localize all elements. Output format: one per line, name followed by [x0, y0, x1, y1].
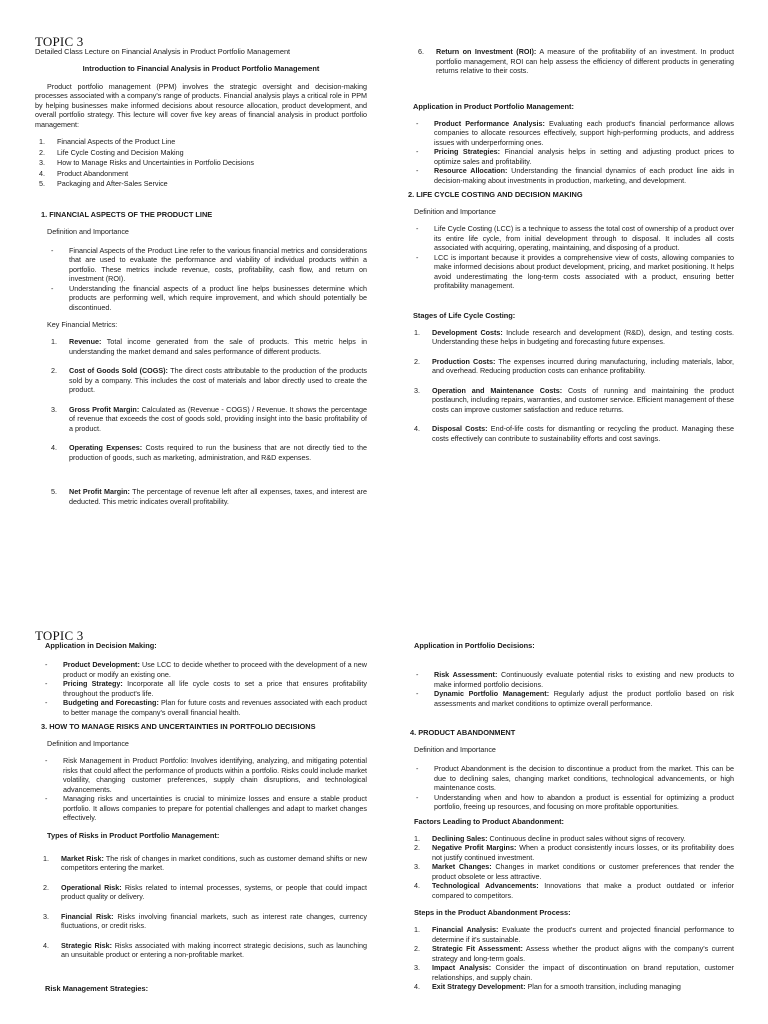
stages-label: Stages of Life Cycle Costing: — [413, 310, 516, 320]
list-item: 1. Declining Sales: Continuous decline in product sales without signs of recovery. — [414, 833, 686, 843]
portfolio-decisions-list — [410, 670, 734, 708]
list-item: 4. Strategic Risk: Risks associated with making incorrect strategic decisions, such as launching an unsuitable product or entering a non-profitable market. — [43, 940, 367, 959]
list-item: - Pricing Strategy: Incorporate all life cycle costs to set a price that ensures profitability throughout the product's life. — [45, 679, 367, 698]
list-item: 4. Disposal Costs: End-of-life costs for dismantling or recycling the product. Managing these costs effectively can contribute to sustainability efforts and cost savings. — [414, 424, 734, 443]
section-4-def-list — [410, 764, 734, 812]
section-3-heading: 3. HOW TO MANAGE RISKS AND UNCERTAINTIES IN PORTFOLIO DECISIONS — [41, 722, 316, 731]
list-item: - Product Development: Use LCC to decide whether to proceed with the development of a new product or modify an existing one. — [45, 660, 367, 679]
list-item: - Life Cycle Costing (LCC) is a technique to assess the total cost of ownership of a product over its entire life cycle, from initial development through to disposal. It includes all costs associated with acquiring, operating, maintaining, and disposing of a product. — [416, 224, 734, 252]
factors-list — [410, 834, 734, 901]
list-item: - Understanding when and how to abandon a product is essential for optimizing a product portfolio, freeing up resources, and focusing on more profitable opportunities. — [416, 792, 734, 811]
risk-types-list — [39, 854, 367, 960]
list-item: 3. Market Changes: Changes in market conditions or customer preferences that render the product obsolete or less attractive. — [414, 862, 734, 881]
list-item: - Risk Management in Product Portfolio: Involves identifying, analyzing, and mitigating potential risks that could affect the performance of products within a portfolio. Risks could include market volatility, changing customer preferences, supply chain disruptions, and technological advancements. — [45, 756, 367, 794]
page2-right-column — [410, 641, 735, 992]
list-item: 1. Market Risk: The risk of changes in market conditions, such as customer demand shifts or new competitors entering the market. — [43, 853, 367, 872]
list-item: 4. Exit Strategy Development: Plan for a smooth transition, including managing — [414, 982, 681, 991]
list-item: 3. Financial Risk: Risks involving financial markets, such as interest rate changes, currency fluctuations, or credit risks. — [43, 911, 367, 930]
list-item: 1. Revenue: Total income generated from the sale of products. This metric helps in understanding the market demand and sales performance of different products. — [51, 337, 367, 356]
section-2-heading: 2. LIFE CYCLE COSTING AND DECISION MAKING — [408, 190, 583, 199]
list-item: 5. Packaging and After-Sales Service — [39, 179, 168, 188]
list-item: 6. Return on Investment (ROI): A measure of the profitability of an investment. In product portfolio management, ROI can help assess the efficiency of different products in generating returns relative to their costs. — [418, 47, 734, 75]
list-item: - Managing risks and uncertainties is crucial to minimize losses and ensure a stable product portfolio. It allows companies to prepare for potential challenges and adapt to market changes effectively. — [45, 794, 367, 822]
portfolio-decisions-label: Application in Portfolio Decisions: — [414, 641, 535, 650]
list-item: - Budgeting and Forecasting: Plan for future costs and revenues associated with each product to better manage the company's overall financial health. — [45, 698, 367, 717]
list-item: 1. Development Costs: Include research and development (R&D), design, and testing costs. Understanding these helps in budgeting and forecasting future expenses. — [414, 327, 734, 346]
list-item: - Understanding the financial aspects of a product line helps businesses determine which products are performing well, which require improvement, and which should potentially be discontinued. — [51, 283, 367, 312]
key-areas-list — [35, 137, 367, 190]
list-item: 2. Life Cycle Costing and Decision Making — [39, 147, 184, 157]
list-item: 3. Impact Analysis: Consider the impact of discontinuation on brand reputation, customer relationships, and supply chain. — [414, 963, 734, 982]
list-item: 2. Operational Risk: Risks related to internal processes, systems, or people that could impact product quality or delivery. — [43, 882, 367, 901]
list-item: 1. Financial Analysis: Evaluate the product's current and projected financial performance to determine if it's sustainable. — [414, 925, 734, 944]
list-item: 2. Production Costs: The expenses incurred during manufacturing, including materials, labor, and overhead. Reducing production costs can enhance profitability. — [414, 356, 734, 375]
intro-paragraph: Product portfolio management (PPM) involves the strategic oversight and decision-making processes associated with a company's range of products. Financial analysis plays a critical role in PPM by helping businesses make informed decisions about resource allocation, product development, and overall portfolio strategy. This lecture will cover five key areas of financial analysis in product portfolio management: — [35, 81, 367, 129]
application-list — [408, 119, 734, 186]
section-1-def-label: Definition and Importance — [47, 226, 129, 236]
section-1-def-list — [35, 246, 367, 313]
document-page-2 — [0, 616, 768, 1024]
section-2-def-label: Definition and Importance — [414, 207, 496, 216]
section-3-def-list — [39, 756, 367, 823]
lecture-subtitle: Detailed Class Lecture on Financial Analysis in Product Portfolio Management — [35, 47, 291, 56]
list-item: 2. Cost of Goods Sold (COGS): The direct costs attributable to the production of the products sold by a company. This includes the cost of materials and labor directly used to create the product. — [51, 366, 368, 394]
list-item: 3. How to Manage Risks and Uncertainties in Portfolio Decisions — [39, 158, 254, 167]
list-item: 4. Technological Advancements: Innovations that make a product outdated or inferior compared to competitors. — [414, 881, 734, 900]
key-metrics-list — [35, 337, 367, 506]
list-item: 3. Operation and Maintenance Costs: Costs of running and maintaining the product postlaunch, including repairs, warranties, and customer service. Efficient management of these costs can improve customer satisfaction and reduce returns. — [414, 385, 734, 414]
list-item: - Resource Allocation: Understanding the financial dynamics of each product line aids in decision-making about investments in production, marketing, and development. — [416, 166, 734, 185]
list-item: - Dynamic Portfolio Management: Regularly adjust the product portfolio based on risk assessments and market conditions to optimize overall performance. — [416, 689, 735, 708]
list-item: 3. Gross Profit Margin: Calculated as (Revenue - COGS) / Revenue. It shows the percentage of revenue that exceeds the cost of goods sold, providing insight into the basic profitability of a product. — [51, 404, 367, 433]
page-gap — [0, 600, 768, 616]
steps-label: Steps in the Product Abandonment Process: — [414, 908, 571, 917]
factors-label: Factors Leading to Product Abandonment: — [414, 816, 565, 826]
list-item: - LCC is important because it provides a comprehensive view of costs, allowing companies to make informed decisions about product development, pricing, and market positioning. It helps avoid underestimating the long-term costs associated with a product, ensuring better profitability management. — [416, 252, 734, 290]
list-item: 1. Financial Aspects of the Product Line — [39, 137, 176, 146]
roi-list — [408, 47, 734, 76]
intro-title: Introduction to Financial Analysis in Product Portfolio Management — [82, 64, 320, 73]
page2-left-column — [41, 641, 367, 993]
application-label: Application in Product Portfolio Management: — [413, 101, 574, 111]
list-item: 2. Negative Profit Margins: When a product consistently incurs losses, or its profitability does not justify continued investment. — [414, 843, 734, 862]
section-4-heading: 4. PRODUCT ABANDONMENT — [410, 728, 516, 737]
topic-header: TOPIC 3 — [35, 628, 84, 643]
section-1-heading: 1. FINANCIAL ASPECTS OF THE PRODUCT LINE — [41, 209, 213, 219]
list-item: - Pricing Strategies: Financial analysis helps in setting and adjusting product prices to optimize sales and profitability. — [416, 147, 734, 166]
list-item: 4. Operating Expenses: Costs required to run the business that are not directly tied to the production of goods, such as marketing, administration, and R&D expenses. — [51, 443, 367, 462]
list-item: 5. Net Profit Margin: The percentage of revenue left after all expenses, taxes, and interest are deducted. This metric indicates overall profitability. — [51, 487, 367, 506]
list-item: - Financial Aspects of the Product Line refer to the various financial metrics and considerations that are used to evaluate the performance and viability of individual products within a portfolio. These metrics include revenue, costs, profitability, cash flow, and return on investment (ROI). — [51, 245, 367, 283]
list-item: 4. Product Abandonment — [39, 168, 129, 178]
decision-making-list — [39, 660, 367, 717]
key-metrics-label: Key Financial Metrics: — [47, 320, 118, 329]
topic-header: TOPIC 3 — [35, 34, 84, 49]
list-item: - Product Performance Analysis: Evaluating each product's financial performance allows companies to allocate resources effectively, support high-performing products, and address issues with underperforming ones. — [416, 118, 735, 147]
decision-making-label: Application in Decision Making: — [45, 641, 157, 650]
stages-list — [408, 328, 734, 444]
list-item: - Product Abandonment is the decision to discontinue a product from the market. This can be due to declining sales, changing market conditions, technological advancements, or high maintenance costs. — [416, 764, 734, 792]
section-2-def-list — [408, 224, 734, 291]
risk-types-label: Types of Risks in Product Portfolio Management: — [47, 830, 220, 840]
list-item: - Risk Assessment: Continuously evaluate potential risks to existing and new products to make informed portfolio decisions. — [416, 670, 735, 689]
list-item: 2. Strategic Fit Assessment: Assess whether the product aligns with the company's current strategy and long-term goals. — [414, 944, 734, 963]
risk-strategies-label: Risk Management Strategies: — [45, 983, 149, 993]
steps-list — [410, 925, 734, 992]
page1-right-column — [408, 47, 734, 443]
page1-left-column — [35, 47, 367, 506]
section-4-def-label: Definition and Importance — [414, 745, 496, 754]
section-3-def-label: Definition and Importance — [47, 739, 129, 748]
